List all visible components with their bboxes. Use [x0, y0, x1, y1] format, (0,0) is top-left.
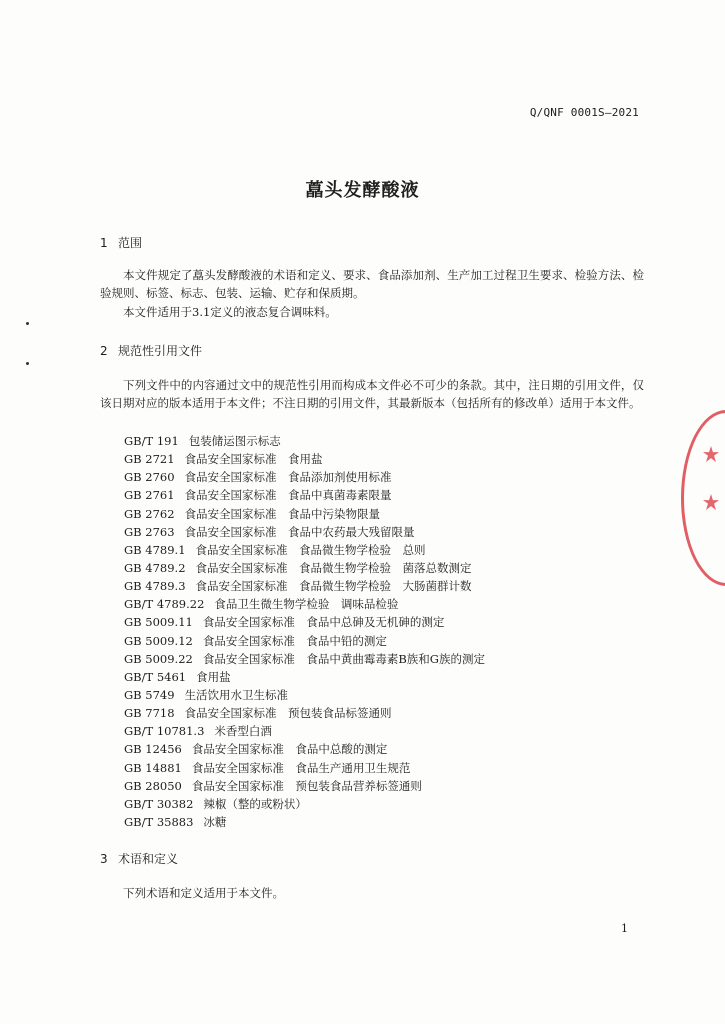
reference-item [124, 668, 485, 686]
scope-paragraph-2: 本文件适用于3.1定义的液态复合调味料。 [123, 305, 337, 319]
official-seal-stamp [681, 410, 725, 586]
section-1-heading [100, 234, 142, 251]
section-number: 1 [100, 236, 108, 250]
reference-item [124, 577, 485, 595]
reference-title: 食品安全国家标准 食品微生物学检验 菌落总数测定 [195, 560, 472, 575]
reference-title: 冰糖 [203, 814, 227, 829]
reference-title: 食品安全国家标准 预包装食品营养标签通则 [191, 778, 422, 793]
reference-title: 食品安全国家标准 食品中铅的测定 [202, 633, 387, 648]
section-2-heading [100, 342, 202, 359]
section-number: 2 [100, 344, 108, 358]
reference-title: 食品安全国家标准 食品微生物学检验 大肠菌群计数 [195, 579, 472, 594]
reference-code: GB 4789.1 [124, 542, 186, 557]
scan-speck [26, 322, 29, 325]
reference-item [124, 704, 485, 722]
reference-item [124, 632, 485, 650]
reference-item [124, 523, 485, 541]
reference-item [124, 595, 485, 613]
reference-code: GB 2760 [124, 470, 175, 485]
reference-title: 食品安全国家标准 食品添加剂使用标准 [184, 470, 392, 485]
reference-code: GB/T 10781.3 [124, 724, 205, 739]
reference-code: GB 5009.11 [124, 615, 193, 630]
reference-item [124, 486, 485, 504]
reference-code: GB 2762 [124, 506, 175, 521]
reference-code: GB 28050 [124, 778, 182, 793]
reference-item [124, 541, 485, 559]
reference-title: 食品安全国家标准 食品微生物学检验 总则 [195, 542, 426, 557]
reference-title: 辣椒（整的或粉状） [203, 796, 307, 811]
scope-paragraph-1: 本文件规定了藠头发酵酸液的术语和定义、要求、食品添加剂、生产加工过程卫生要求、检验方法、检验规则、标签、标志、包装、运输、贮存和保质期。 [100, 268, 644, 300]
scan-speck [26, 362, 29, 365]
reference-code: GB 2721 [124, 452, 175, 467]
reference-item [124, 650, 485, 668]
reference-code: GB 4789.3 [124, 579, 186, 594]
document-title: 藠头发酵酸液 [305, 180, 420, 201]
reference-code: GB/T 4789.22 [124, 597, 205, 612]
reference-title: 食品安全国家标准 食用盐 [184, 452, 323, 467]
reference-item [124, 759, 485, 777]
reference-title: 食品安全国家标准 食品中真菌毒素限量 [184, 488, 392, 503]
section-title: 规范性引用文件 [118, 344, 203, 358]
reference-title: 食品卫生微生物学检验 调味品检验 [214, 597, 399, 612]
reference-title: 食品安全国家标准 食品中污染物限量 [184, 506, 381, 521]
reference-code: GB 4789.2 [124, 560, 186, 575]
reference-code: GB/T 30382 [124, 796, 194, 811]
reference-title: 米香型白酒 [214, 724, 272, 739]
reference-code: GB/T 191 [124, 434, 179, 448]
reference-title: 食品安全国家标准 食品中总砷及无机砷的测定 [202, 615, 445, 630]
reference-code: GB 5009.12 [124, 633, 193, 648]
reference-item [124, 740, 485, 758]
reference-title: 食品安全国家标准 食品中农药最大残留限量 [184, 524, 415, 539]
reference-list [124, 432, 485, 831]
reference-code: GB 5749 [124, 687, 175, 702]
reference-item [124, 613, 485, 631]
reference-item [124, 777, 485, 795]
reference-item [124, 468, 485, 486]
reference-title: 食品安全国家标准 食品生产通用卫生规范 [191, 760, 411, 775]
section-title: 范围 [118, 236, 143, 250]
reference-item [124, 813, 485, 831]
normative-references-paragraph: 下列文件中的内容通过文中的规范性引用而构成本文件必不可少的条款。其中，注日期的引用文件，仅该日期对应的版本适用于本文件；不注日期的引用文件，其最新版本（包括所有的修改单）适用于本文件。 [100, 378, 644, 410]
reference-title: 食品安全国家标准 食品中总酸的测定 [191, 742, 388, 757]
reference-item [124, 450, 485, 468]
section-number: 3 [100, 852, 108, 866]
reference-title: 生活饮用水卫生标准 [184, 687, 289, 702]
document-code: Q/QNF 0001S—2021 [529, 106, 639, 119]
reference-title: 食用盐 [196, 669, 231, 684]
section-3-heading [100, 850, 178, 867]
reference-item [124, 722, 485, 740]
reference-code: GB 14881 [124, 760, 182, 775]
reference-title: 食品安全国家标准 食品中黄曲霉毒素B族和G族的测定 [202, 651, 485, 666]
reference-title: 包装储运图示标志 [188, 434, 281, 448]
reference-item [124, 505, 485, 523]
reference-item [124, 432, 485, 450]
terms-paragraph: 下列术语和定义适用于本文件。 [123, 886, 284, 900]
page-number: 1 [621, 922, 628, 935]
reference-code: GB 12456 [124, 742, 182, 757]
reference-item [124, 559, 485, 577]
reference-code: GB 2761 [124, 488, 175, 503]
reference-code: GB 5009.22 [124, 651, 193, 666]
reference-title: 食品安全国家标准 预包装食品标签通则 [184, 706, 392, 721]
reference-code: GB/T 35883 [124, 814, 194, 829]
reference-item [124, 795, 485, 813]
reference-code: GB 7718 [124, 706, 175, 721]
reference-code: GB/T 5461 [124, 669, 187, 684]
reference-code: GB 2763 [124, 524, 175, 539]
reference-item [124, 686, 485, 704]
section-title: 术语和定义 [118, 852, 179, 866]
